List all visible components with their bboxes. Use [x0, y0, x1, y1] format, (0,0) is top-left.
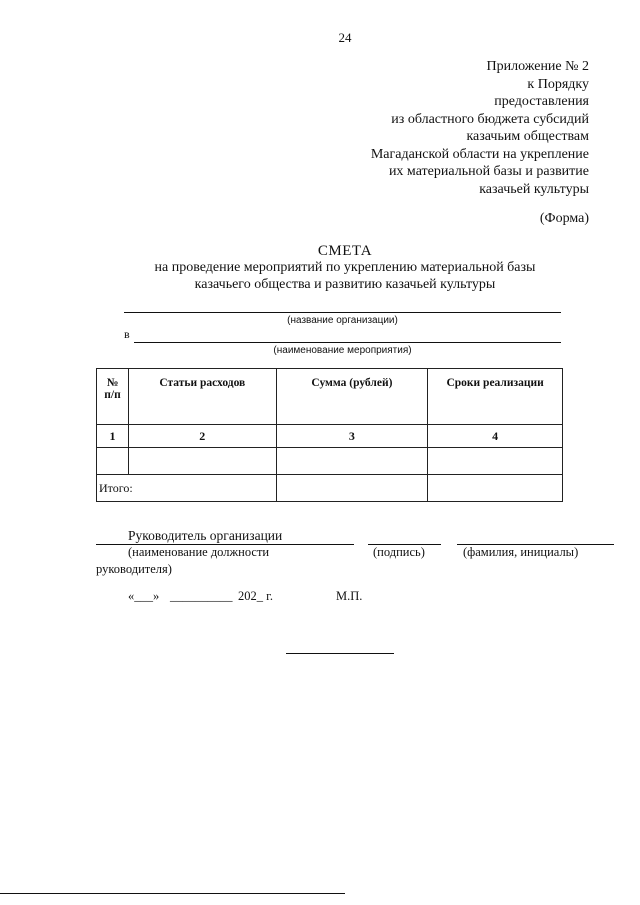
empty-cell — [128, 448, 276, 475]
appendix-line: из областного бюджета субсидий — [391, 111, 589, 127]
column-number-1: 1 — [97, 425, 129, 448]
page-number: 24 — [338, 30, 352, 45]
date-year: 202_ г. — [238, 589, 273, 603]
total-label: Итого: — [97, 475, 277, 502]
total-amount-cell — [276, 475, 428, 502]
appendix-line: казачьей культуры — [479, 181, 589, 197]
appendix-line: предоставления — [494, 94, 589, 109]
table-row — [97, 448, 563, 475]
form-label: (Форма) — [539, 211, 589, 226]
stamp-label: М.П. — [336, 589, 363, 603]
organization-caption: (название организации) — [287, 315, 398, 326]
appendix-line: Магаданской области на укрепление — [370, 146, 589, 162]
empty-cell — [276, 448, 428, 475]
position-caption-1: (наименование должности — [128, 545, 270, 559]
header-amount: Сумма (рублей) — [276, 369, 428, 425]
appendix-line: их материальной базы и развитие — [388, 164, 589, 179]
column-number-4: 4 — [428, 425, 563, 448]
appendix-line: казачьим обществам — [466, 129, 589, 144]
position-title: Руководитель организации — [128, 528, 283, 543]
event-caption: (наименование мероприятия) — [273, 345, 412, 356]
bottom-short-line — [286, 653, 394, 654]
organization-name-line — [124, 312, 561, 313]
header-terms: Сроки реализации — [428, 369, 563, 425]
subtitle-line-1: на проведение мероприятий по укреплению материальной базы — [154, 260, 536, 275]
position-caption-2: руководителя) — [96, 562, 172, 576]
event-prefix: в — [124, 327, 130, 341]
appendix-line: Приложение № 2 — [486, 59, 589, 74]
empty-cell — [428, 448, 563, 475]
column-number-3: 3 — [276, 425, 428, 448]
header-expense-items: Статьи расходов — [128, 369, 276, 425]
table-total-row — [97, 475, 563, 502]
document-title: СМЕТА — [317, 243, 373, 259]
subtitle-line-2: казачьего общества и развитию казачьей культуры — [194, 277, 496, 292]
total-terms-cell — [428, 475, 563, 502]
table-row — [97, 425, 563, 448]
name-caption: (фамилия, инициалы) — [463, 545, 579, 559]
document-subtitle — [0, 259, 640, 293]
empty-cell — [97, 448, 129, 475]
signature-caption: (подпись) — [373, 545, 425, 559]
header-number: № п/п — [97, 369, 129, 425]
date-day: «___» — [128, 589, 160, 603]
date-month: __________ — [170, 589, 233, 603]
estimate-table — [96, 368, 563, 502]
column-number-2: 2 — [128, 425, 276, 448]
table-header-row — [97, 369, 563, 425]
appendix-line: к Порядку — [527, 76, 589, 92]
event-name-line — [134, 342, 561, 343]
appendix-header — [371, 58, 589, 198]
footer-line — [0, 893, 345, 894]
